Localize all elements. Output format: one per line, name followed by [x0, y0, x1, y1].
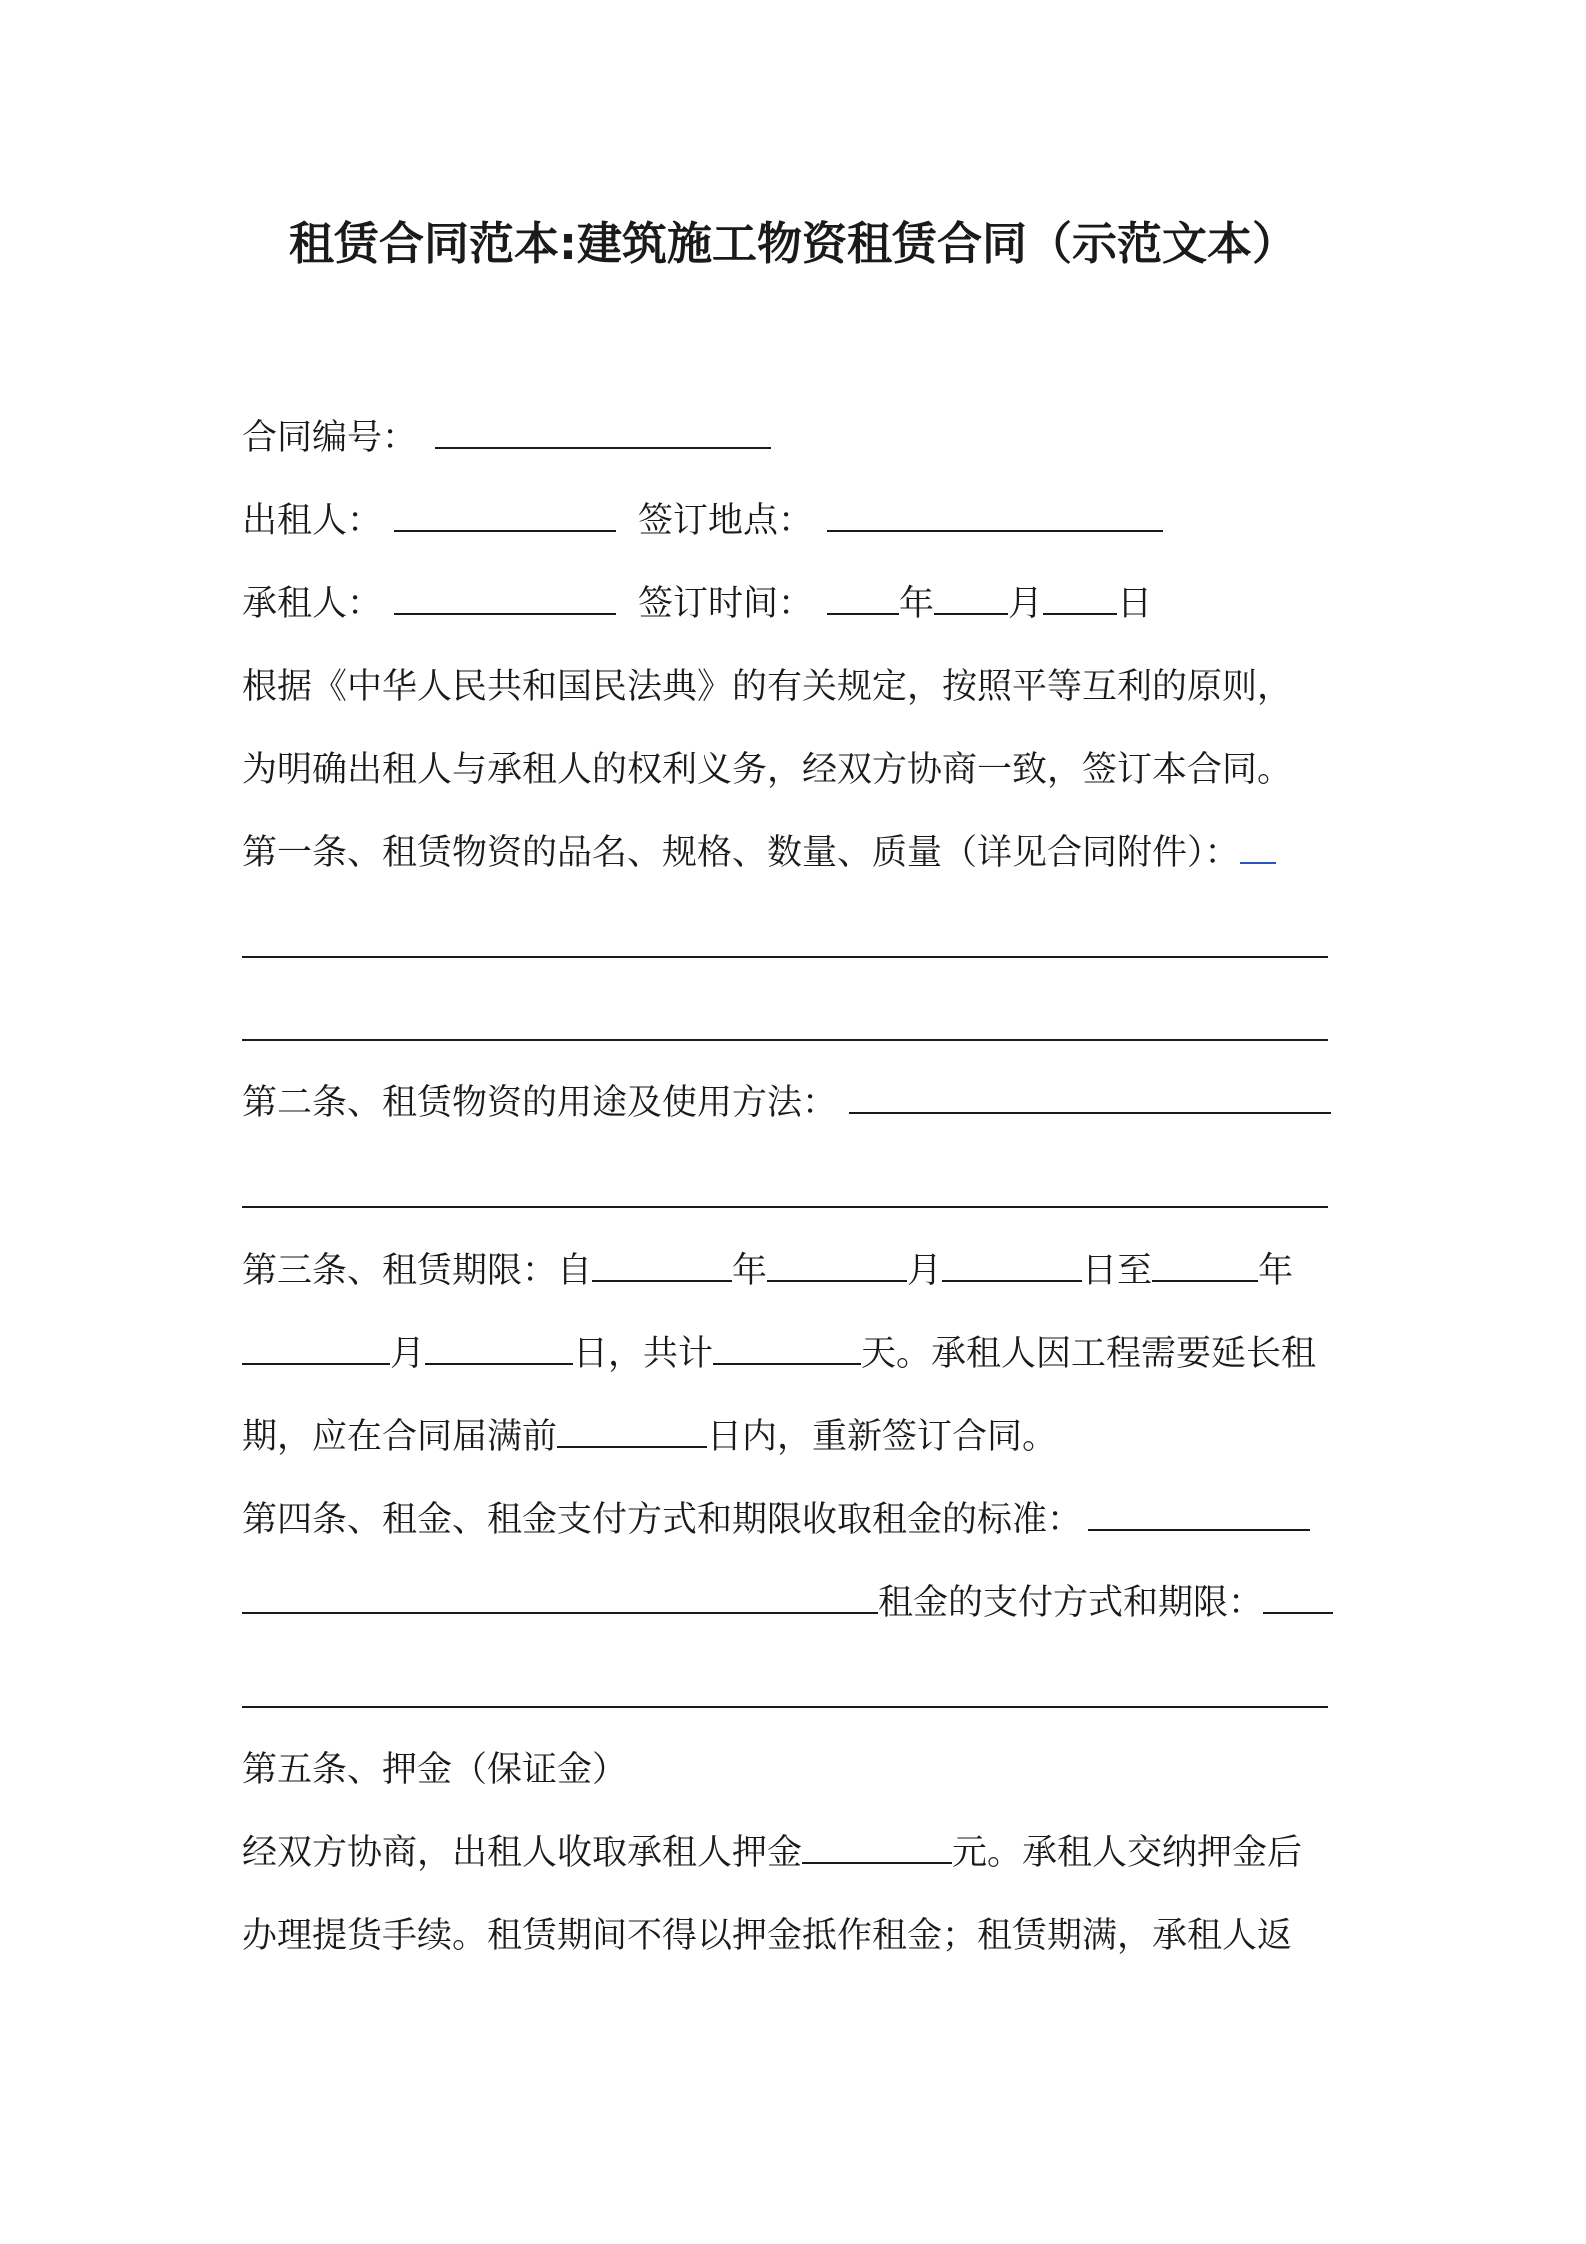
term-end-year-blank: [1152, 1246, 1258, 1282]
sign-year-unit: 年: [899, 584, 935, 624]
term-total-days-blank: [713, 1329, 861, 1365]
lessee-row: [242, 579, 1152, 629]
term-extension-text: 天。承租人因工程需要延长租: [861, 1334, 1317, 1374]
lessor-blank: [394, 496, 616, 532]
lessee-label: 承租人：: [242, 584, 383, 624]
article-1-blank: [1240, 828, 1276, 864]
contract-number-blank: [435, 413, 771, 449]
lessor-label: 出租人：: [242, 501, 383, 541]
contract-number-row: [242, 413, 771, 463]
rent-standard-blank-cont: [242, 1578, 878, 1614]
article-3-line-1: [242, 1246, 1293, 1296]
article-5-heading: 第五条、押金（保证金）: [242, 1750, 628, 1790]
deposit-prefix: 经双方协商，出租人收取承租人押金: [242, 1833, 803, 1873]
article-1: [242, 828, 1276, 878]
renewal-suffix: 日内，重新签订合同。: [707, 1417, 1058, 1457]
preamble-line-2: 为明确出租人与承租人的权利义务，经双方协商一致，签订本合同。: [242, 750, 1293, 790]
article-4-line-1: [242, 1495, 1310, 1545]
sign-month-blank: [934, 579, 1008, 615]
term-start-day-blank: [942, 1246, 1082, 1282]
sign-time-label: 签订时间：: [638, 584, 814, 624]
term-start-year-blank: [592, 1246, 732, 1282]
document-title: 租赁合同范本:建筑施工物资租赁合同（示范文本）: [289, 217, 1297, 270]
payment-blank: [1263, 1578, 1333, 1614]
lessee-blank: [394, 579, 616, 615]
term-start-month-unit: 月: [907, 1251, 943, 1291]
deposit-suffix: 元。承租人交纳押金后: [952, 1833, 1303, 1873]
deposit-amount-blank: [802, 1828, 952, 1864]
rent-standard-blank: [1088, 1495, 1310, 1531]
term-total-label: 日，共计: [573, 1334, 714, 1374]
article-4-text: 第四条、租金、租金支付方式和期限收取租金的标准：: [242, 1500, 1083, 1540]
sign-place-label: 签订地点：: [638, 501, 814, 541]
article-5-line-2: 办理提货手续。租赁期间不得以押金抵作租金；租赁期满，承租人返: [242, 1916, 1293, 1956]
article-2-fill-line: [242, 1206, 1328, 1208]
lessor-row: [242, 496, 1163, 546]
article-2-text: 第二条、租赁物资的用途及使用方法：: [242, 1083, 838, 1123]
sign-year-blank: [827, 579, 899, 615]
renewal-days-blank: [557, 1412, 707, 1448]
article-1-text: 第一条、租赁物资的品名、规格、数量、质量（详见合同附件）：: [242, 833, 1240, 873]
term-start-year-unit: 年: [732, 1251, 768, 1291]
contract-number-label: 合同编号：: [242, 418, 418, 458]
term-end-month-unit: 月: [390, 1334, 426, 1374]
article-3-prefix: 第三条、租赁期限：自: [242, 1251, 593, 1291]
term-start-month-blank: [767, 1246, 907, 1282]
article-5-line-1: [242, 1828, 1302, 1878]
article-4-line-2: [242, 1578, 1333, 1628]
sign-day-unit: 日: [1117, 584, 1153, 624]
sign-day-blank: [1043, 579, 1117, 615]
article-3-line-2: [242, 1329, 1316, 1379]
article-3-line-3: [242, 1412, 1057, 1462]
term-end-month-blank: [242, 1329, 390, 1365]
article-2: [242, 1078, 1331, 1128]
preamble-line-1: 根据《中华人民共和国民法典》的有关规定，按照平等互利的原则，: [242, 667, 1293, 707]
article-1-fill-line-1: [242, 956, 1328, 958]
term-end-year-unit: 年: [1258, 1251, 1294, 1291]
article-2-blank: [849, 1078, 1331, 1114]
sign-place-blank: [827, 496, 1163, 532]
term-day-to: 日至: [1082, 1251, 1153, 1291]
sign-month-unit: 月: [1008, 584, 1044, 624]
article-1-fill-line-2: [242, 1039, 1328, 1041]
term-end-day-blank: [425, 1329, 573, 1365]
renewal-prefix: 期，应在合同届满前: [242, 1417, 558, 1457]
article-4-fill-line: [242, 1706, 1328, 1708]
payment-label: 租金的支付方式和期限：: [878, 1583, 1264, 1623]
